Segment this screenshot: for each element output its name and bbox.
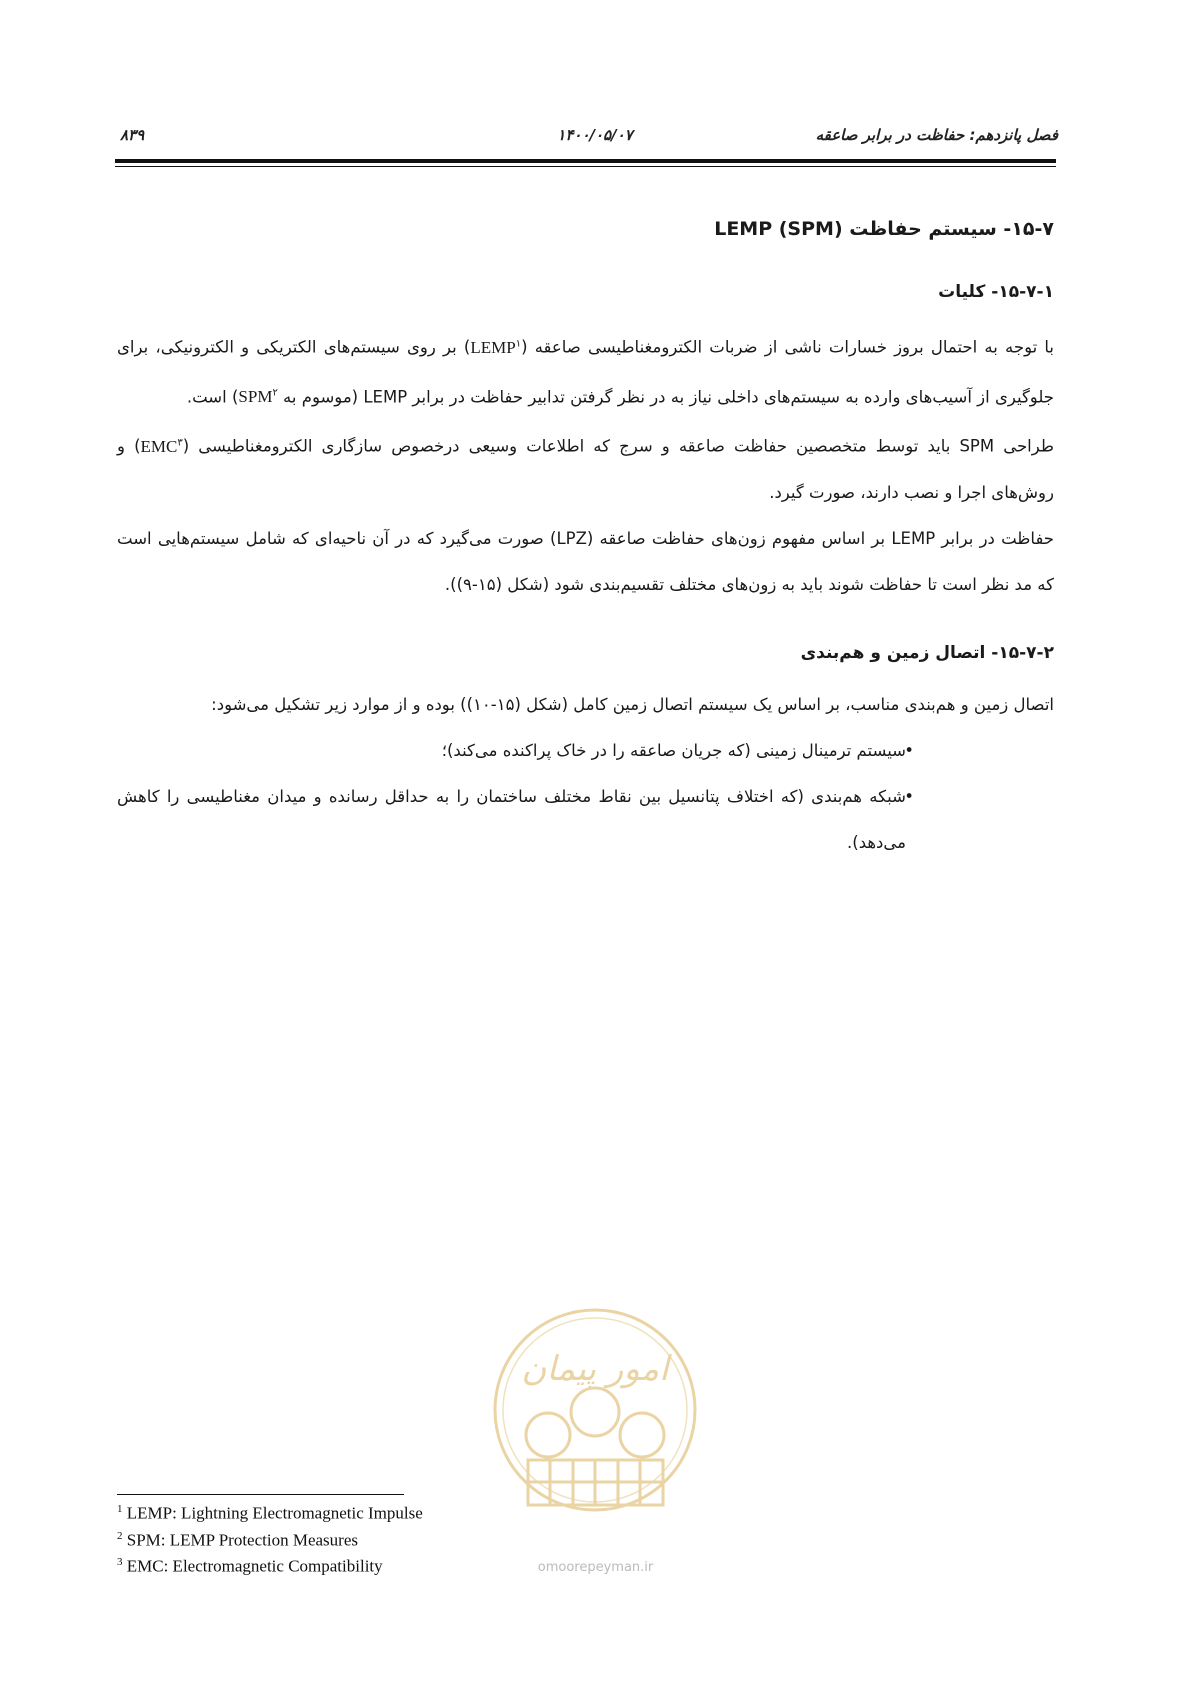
subsection-heading-general: ۱۵-۷-۱- کلیات [938,282,1054,302]
watermark-site: omoorepeyman.ir [537,1560,654,1575]
subsection-heading-grounding: ۱۵-۷-۲- اتصال زمین و هم‌بندی [800,642,1054,663]
text-run: با توجه به احتمال بروز خسارات ناشی از ضربات الکترومغناطیسی صاعقه ( [521,337,1054,357]
term-text: EMC [140,436,178,456]
list-item [117,774,1054,866]
term-spm [238,387,277,406]
footnote-rule [117,1494,404,1495]
footnote-item [117,1525,423,1552]
footnote-number: 2 [117,1529,123,1542]
main-content [117,215,1054,866]
watermark-logo-icon [488,1300,703,1570]
text-run: ) و روش‌های اجرا و نصب دارند، صورت گیرد. [117,436,1054,502]
bullet-dot-icon: • [904,740,914,760]
footnote-ref-1: ۱ [515,338,522,349]
footnote-text: EMC: Electromagnetic Compatibility [126,1556,383,1576]
term-emc [141,437,183,456]
list-item [117,728,1054,774]
paragraph-lpz: حفاظت در برابر LEMP بر اساس مفهوم زون‌های حفاظت صاعقه (LPZ) صورت می‌گیرد که در آن ناحیه‌ای که شامل سیستم‌هایی است که مد نظر است تا حفاظت شوند باید به زون‌های مختلف تقسیم‌بندی شود (شکل (۱۵-۹)). [117,528,1055,594]
footnote-text: LEMP: Lightning Electromagnetic Impulse [126,1503,423,1523]
term-lemp [470,338,521,357]
running-header-date: ۱۴۰۰/۰۵/۰۷ [557,126,633,144]
footnote-number: 1 [117,1503,123,1515]
bullet-list [117,728,1054,866]
term-text: SPM [238,387,273,407]
page-number: ۸۳۹ [120,126,145,144]
text-run: ) است. [186,387,239,407]
watermark-logo-text: امور پیمان [521,1349,669,1389]
bullet-dot-icon: • [904,786,914,806]
text-run: طراحی SPM باید توسط متخصصین حفاظت صاعقه و سرج که اطلاعات وسیعی درخصوص سازگاری الکترومغناطیسی ( [182,436,1054,456]
paragraph-spm-design [117,420,1054,516]
footnote-text: SPM: LEMP Protection Measures [126,1530,358,1550]
header-rule-thin [115,166,1056,167]
footnote-item [117,1498,423,1525]
paragraph-grounding: اتصال زمین و هم‌بندی مناسب، بر اساس یک سیستم اتصال زمین کامل (شکل (۱۵-۱۰)) بوده و از موارد زیر تشکیل می‌شود: [211,694,1054,714]
footnotes [117,1498,423,1578]
term-text: LEMP [470,337,516,357]
list-item-text: شبکه هم‌بندی (که اختلاف پتانسیل بین نقاط مختلف ساختمان را به حداقل رسانده و میدان مغناطیسی را کاهش می‌دهد). [117,786,906,852]
running-header-chapter: فصل پانزدهم: حفاظت در برابر صاعقه [815,126,1058,144]
paragraph-lemp-intro [117,321,1054,420]
footnote-ref-3: ۳ [177,437,183,449]
footnote-number: 3 [117,1556,123,1569]
footnote-ref-2: ۲ [272,387,278,399]
list-item-text: سیستم ترمینال زمینی (که جریان صاعقه را در خاک پراکنده می‌کند)؛ [441,740,906,760]
text-run: ) بر روی سیستم‌های الکتریکی و الکترونیکی، برای جلوگیری از آسیب‌های وارده به سیستم‌های داخلی نیاز به در نظر گرفتن تدابیر حفاظت در برابر LEMP (موسوم به [117,337,1054,407]
header-rule-thick [115,159,1056,163]
section-heading: ۱۵-۷- سیستم حفاظت LEMP (SPM) [714,218,1054,240]
footnote-item [117,1551,423,1578]
